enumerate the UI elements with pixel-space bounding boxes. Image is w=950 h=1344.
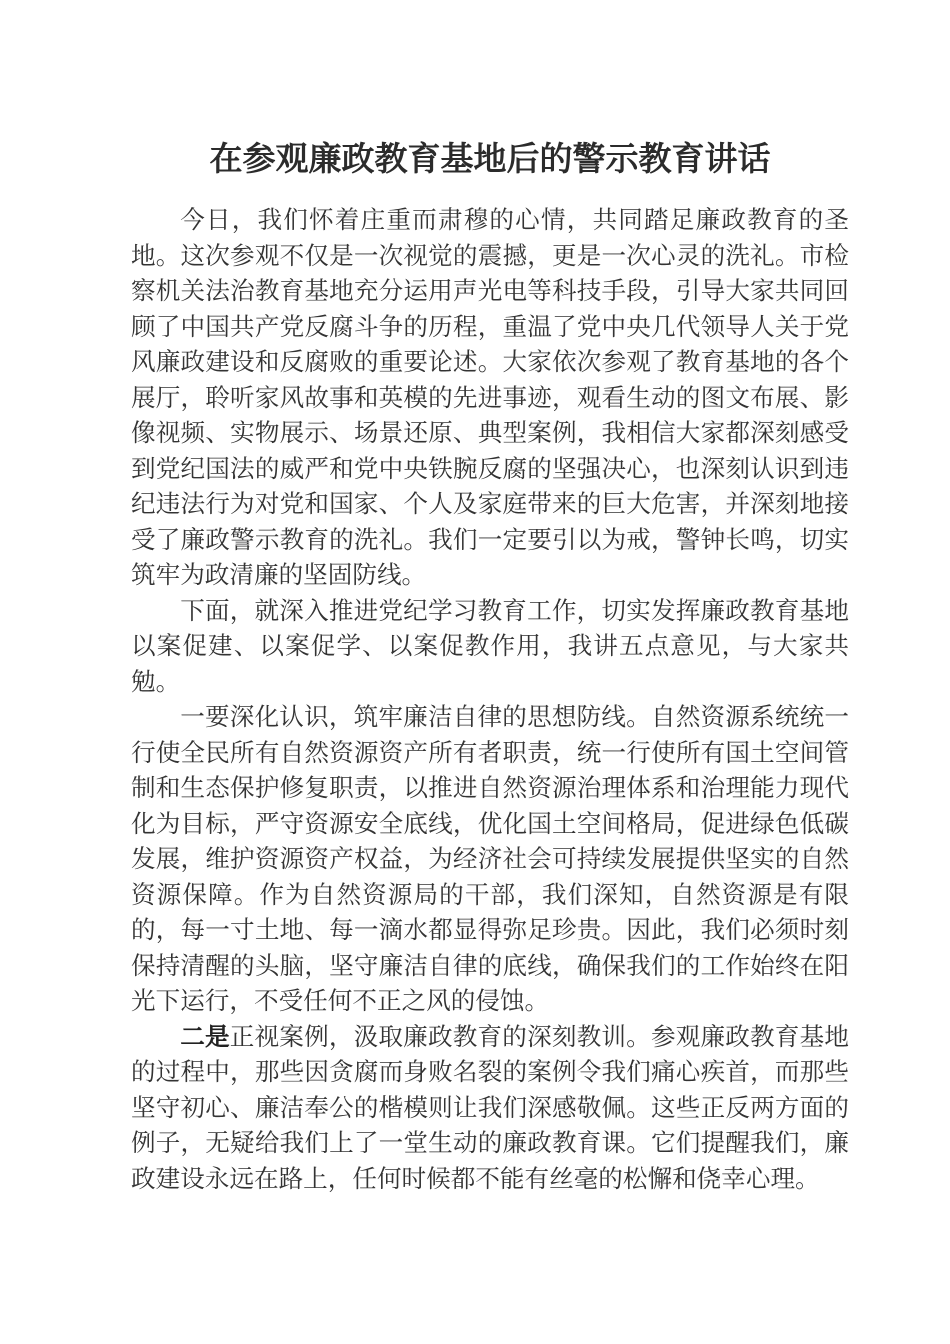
paragraph-4-text: 正视案例，汲取廉政教育的深刻教训。参观廉政教育基地的过程中，那些因贪腐而身败名裂的案例令我们痛心疾首，而那些坚守初心、廉洁奉公的楷模则让我们深感敬佩。这些正反两方面的例子，无疑给我们上了一堂生动的廉政教育课。它们提醒我们，廉政建设永远在路上，任何时候都不能有丝毫的松懈和侥幸心理。 [131,1021,849,1193]
paragraph-3-text: 一要深化认识，筑牢廉洁自律的思想防线。自然资源系统统一行使全民所有自然资源资产所有者职责，统一行使所有国土空间管制和生态保护修复职责，以推进自然资源治理体系和治理能力现代化为目标，严守资源安全底线，优化国土空间格局，促进绿色低碳发展，维护资源资产权益，为经济社会可持续发展提供坚实的自然资源保障。作为自然资源局的干部，我们深知，自然资源是有限的，每一寸土地、每一滴水都显得弥足珍贵。因此，我们必须时刻保持清醒的头脑，坚守廉洁自律的底线，确保我们的工作始终在阳光下运行，不受任何不正之风的侵蚀。 [131,702,849,1015]
paragraph-2 [131,593,849,700]
paragraph-4 [131,1019,849,1197]
paragraph-4-lead: 二是 [180,1021,230,1051]
document-title: 在参观廉政教育基地后的警示教育讲话 [209,139,771,178]
paragraph-1 [131,202,849,593]
paragraph-2-text: 下面，就深入推进党纪学习教育工作，切实发挥廉政教育基地以案促建、以案促学、以案促教作用，我讲五点意见，与大家共勉。 [131,595,849,696]
document-body [131,202,849,1196]
paragraph-1-text: 今日，我们怀着庄重而肃穆的心情，共同踏足廉政教育的圣地。这次参观不仅是一次视觉的震撼，更是一次心灵的洗礼。市检察机关法治教育基地充分运用声光电等科技手段，引导大家共同回顾了中国共产党反腐斗争的历程，重温了党中央几代领导人关于党风廉政建设和反腐败的重要论述。大家依次参观了教育基地的各个展厅，聆听家风故事和英模的先进事迹，观看生动的图文布展、影像视频、实物展示、场景还原、典型案例，我相信大家都深刻感受到党纪国法的威严和党中央铁腕反腐的坚强决心，也深刻认识到违纪违法行为对党和国家、个人及家庭带来的巨大危害，并深刻地接受了廉政警示教育的洗礼。我们一定要引以为戒，警钟长鸣，切实筑牢为政清廉的坚固防线。 [131,205,849,589]
paragraph-3 [131,699,849,1019]
